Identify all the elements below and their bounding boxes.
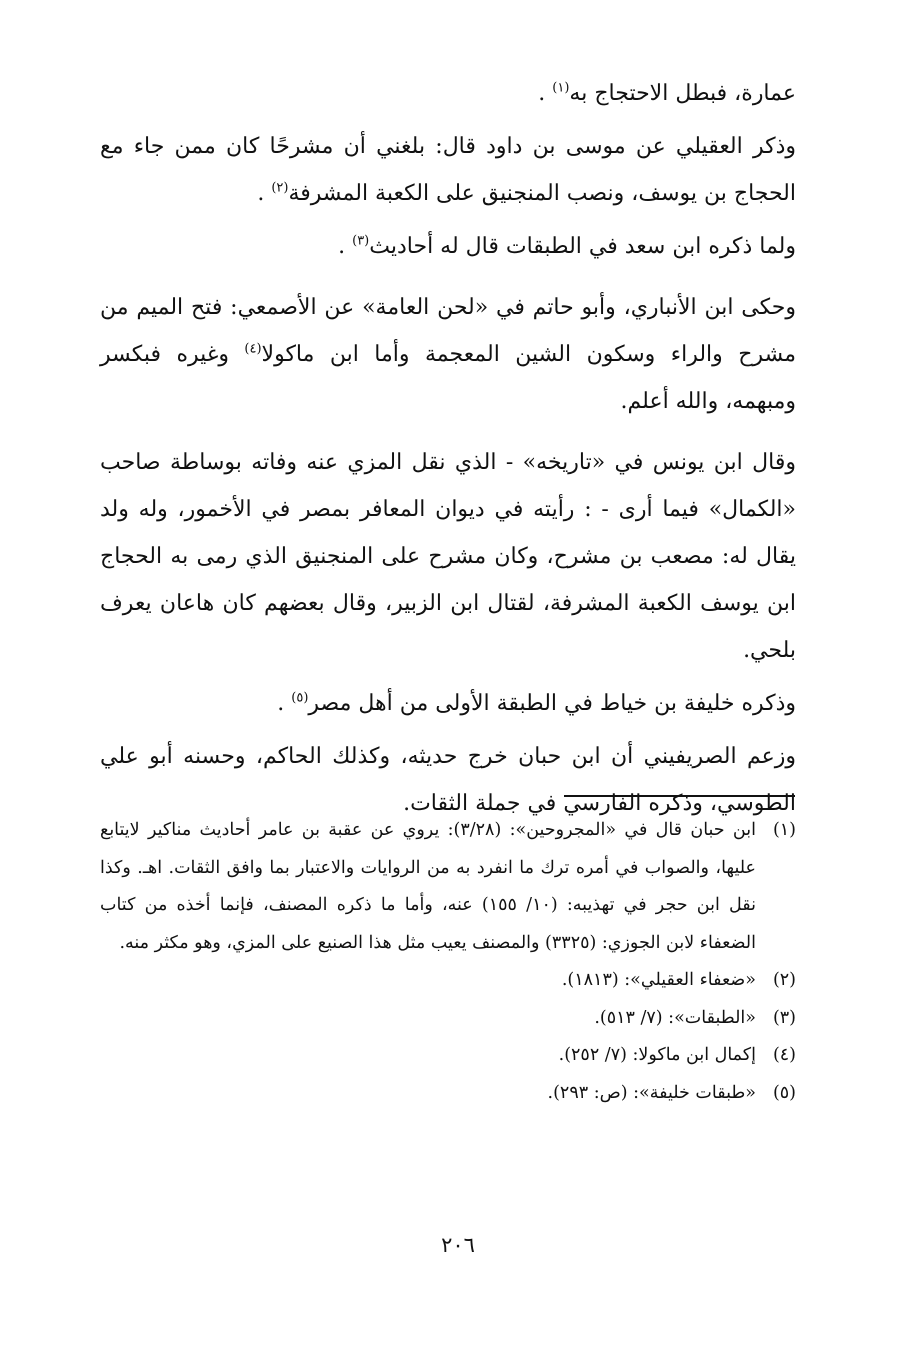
- paragraph-text: وذكره خليفة بن خياط في الطبقة الأولى من أهل مصر: [308, 691, 796, 716]
- footnote-2: [100, 962, 796, 1000]
- footnote-text: ابن حبان قال في «المجروحين»: (٣/٢٨): يروي عن عقبة بن عامر أحاديث مناكير لايتابع عليها، والصواب في أمره ترك ما انفرد به من الروايات والاعتبار بما وافق الثقات. اهـ. وكذا نقل ابن حجر في تهذيبه: (١٠/ ١٥٥) عنه، وأما ما ذكره المصنف، فإنما أخذه من كتاب الضعفاء لابن الجوزي: (٣٣٢٥) والمصنف يعيب مثل هذا الصنيع على المزي، وهو مكثر منه.: [100, 820, 757, 953]
- footnotes: [100, 812, 796, 1112]
- paragraph-tail: وغيره فبكسر ومبهمه، والله أعلم.: [100, 342, 796, 414]
- paragraph-2: [100, 123, 796, 217]
- paragraph-text: عمارة، فبطل الاحتجاج به: [569, 81, 796, 106]
- footnote-ref: (٥): [291, 690, 309, 706]
- footnote-number: (٤): [772, 1045, 796, 1065]
- paragraph-text: وحكى ابن الأنباري، وأبو حاتم في «لحن العامة» عن الأصمعي: فتح الميم من مشرح والراء وسكون الشين المعجمة وأما ابن ماكولا: [100, 295, 796, 367]
- paragraph-3: [100, 223, 796, 270]
- paragraph-4: [100, 284, 796, 425]
- footnote-text: «الطبقات»: (٧/ ٥١٣).: [594, 1007, 756, 1028]
- footnote-ref: (٢): [271, 180, 289, 196]
- page-number: ٢٠٦: [441, 1233, 475, 1257]
- paragraph-text: وقال ابن يونس في «تاريخه» - الذي نقل المزي عنه وفاته بوساطة صاحب «الكمال» فيما أرى - : رأيته في ديوان المعافر بمصر في الأخمور، وله ولد يقال له: مصعب بن مشرح، وكان مشرح على المنجنيق الذي رمى به الحجاج ابن يوسف الكعبة المشرفة، لقتال ابن الزبير، وقال بعضهم كان هاعان يعرف بلحي.: [100, 450, 796, 663]
- footnote-number: (٥): [772, 1082, 796, 1103]
- paragraph-tail: .: [538, 81, 553, 106]
- paragraph-5: [100, 439, 796, 674]
- footnote-number: (٣): [772, 1007, 796, 1028]
- footnote-3: [100, 1000, 796, 1038]
- footnote-text: إكمال ابن ماكولا: (٧/ ٢٥٢).: [558, 1045, 756, 1065]
- footnote-text: «طبقات خليفة»: (ص: ٢٩٣).: [547, 1082, 756, 1103]
- paragraph-tail: .: [338, 234, 353, 259]
- footnote-4: [100, 1037, 796, 1075]
- footnote-ref: (٣): [352, 233, 370, 249]
- paragraph-1: [100, 70, 796, 117]
- footnote-separator: [564, 795, 795, 797]
- footnote-text: «ضعفاء العقيلي»: (١٨١٣).: [561, 970, 756, 990]
- footnote-1: [100, 812, 796, 962]
- footnote-5: [100, 1075, 796, 1113]
- paragraph-text: ولما ذكره ابن سعد في الطبقات قال له أحاديث: [369, 234, 796, 259]
- paragraph-6: [100, 680, 796, 727]
- paragraph-tail: .: [277, 691, 292, 716]
- paragraph-text: وذكر العقيلي عن موسى بن داود قال: بلغني أن مشرحًا كان ممن جاء مع الحجاج بن يوسف، ونصب المنجنيق على الكعبة المشرفة: [100, 134, 796, 206]
- footnote-ref: (١): [552, 80, 570, 96]
- paragraph-text: وزعم الصريفيني أن ابن حبان خرج حديثه، وكذلك الحاكم، وحسنه أبو علي الطوسي، وذكره الفارسي في جملة الثقات.: [100, 744, 796, 816]
- footnote-number: (٢): [772, 970, 796, 990]
- footnote-ref: (٤): [244, 341, 262, 357]
- main-text: [100, 70, 796, 836]
- paragraph-tail: .: [257, 181, 272, 206]
- footnote-number: (١): [772, 820, 796, 840]
